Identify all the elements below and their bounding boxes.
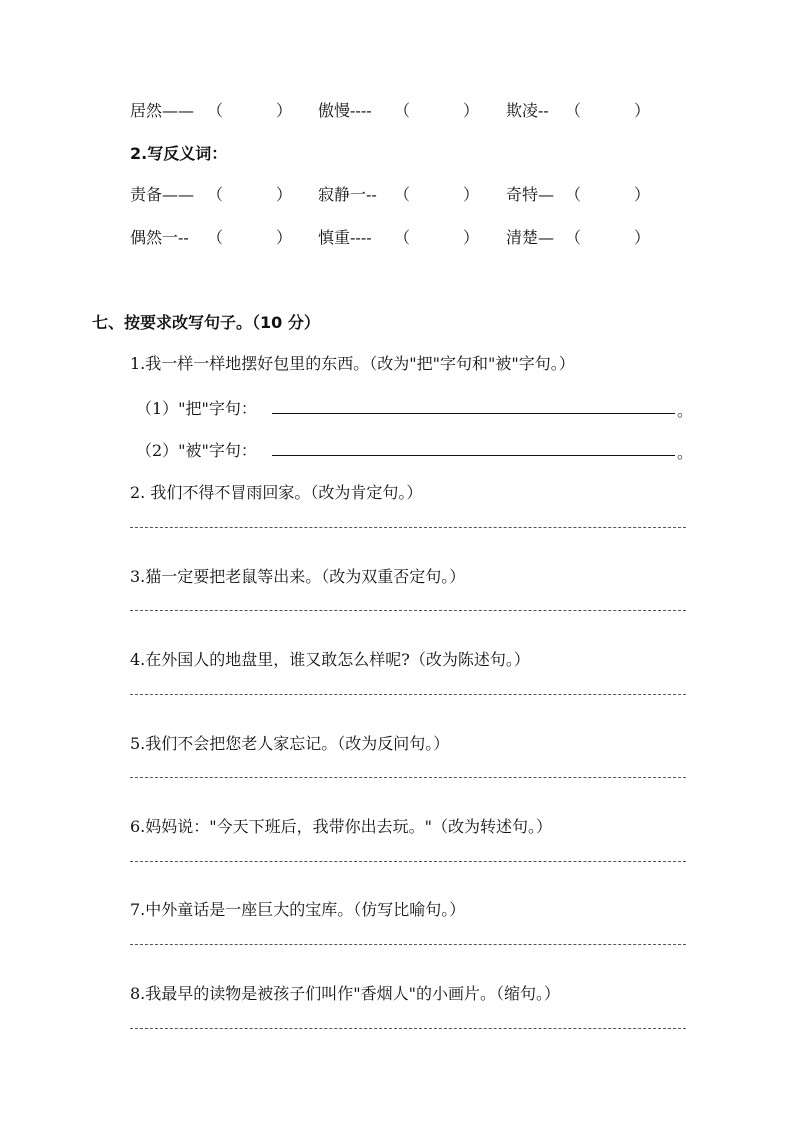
- question-2-text: 2. 我们不得不冒雨回家。（改为肯定句。）: [130, 483, 423, 502]
- word-text: 责备: [130, 185, 163, 204]
- word-item: [506, 181, 554, 209]
- word-item: [130, 224, 189, 252]
- word-text: 清楚: [506, 228, 539, 247]
- answer-dashed-line-5[interactable]: [130, 777, 686, 778]
- answer-end-mark: 。: [677, 401, 694, 420]
- answer-dashed-line-2[interactable]: [130, 527, 686, 528]
- answer-close-paren: ）: [634, 101, 651, 120]
- antonym-section-title: 2.写反义词：: [130, 144, 228, 163]
- answer-close-paren: ）: [276, 185, 293, 204]
- word-item: [318, 224, 372, 252]
- word-sep: ——: [162, 185, 195, 204]
- word-item: [130, 97, 194, 125]
- answer-close-paren: ）: [276, 101, 293, 120]
- answer-open-paren: （: [207, 228, 224, 247]
- word-item: [130, 181, 194, 209]
- word-sep: ----: [350, 228, 372, 247]
- answer-close-paren: ）: [634, 185, 651, 204]
- question-8-text: 8.我最早的读物是被孩子们叫作"香烟人"的小画片。（缩句。）: [130, 984, 560, 1003]
- answer-line-bei[interactable]: [272, 455, 675, 456]
- word-sep: --: [538, 101, 549, 120]
- question-5-text: 5.我们不会把您老人家忘记。（改为反问句。）: [130, 734, 450, 753]
- word-sep: ——: [162, 101, 195, 120]
- word-text: 偶然: [130, 228, 163, 247]
- question-1-sub1-label: （1）"把"字句：: [136, 399, 257, 418]
- answer-close-paren: ）: [634, 228, 651, 247]
- word-text: 慎重: [318, 228, 351, 247]
- answer-open-paren: （: [207, 101, 224, 120]
- word-sep: —: [538, 185, 555, 204]
- word-text: 奇特: [506, 185, 539, 204]
- answer-open-paren: （: [207, 185, 224, 204]
- answer-open-paren: （: [565, 185, 582, 204]
- answer-dashed-line-4[interactable]: [130, 694, 686, 695]
- word-item: [506, 224, 554, 252]
- question-3-text: 3.猫一定要把老鼠等出来。（改为双重否定句。）: [130, 567, 466, 586]
- answer-line-ba[interactable]: [272, 413, 675, 414]
- answer-open-paren: （: [394, 101, 411, 120]
- answer-dashed-line-8[interactable]: [130, 1028, 686, 1029]
- word-sep: —: [538, 228, 555, 247]
- question-1-text: 1.我一样一样地摆好包里的东西。（改为"把"字句和"被"字句。）: [130, 354, 575, 373]
- question-6-text: 6.妈妈说："今天下班后，我带你出去玩。"（改为转述句。）: [130, 817, 552, 836]
- question-1-sub2-label: （2）"被"字句：: [136, 441, 257, 460]
- word-item: [318, 97, 372, 125]
- answer-close-paren: ）: [463, 228, 480, 247]
- word-text: 居然: [130, 101, 163, 120]
- word-sep: 一--: [350, 185, 377, 204]
- word-text: 欺凌: [506, 101, 539, 120]
- word-text: 寂静: [318, 185, 351, 204]
- word-item: [506, 97, 549, 125]
- word-text: 傲慢: [318, 101, 351, 120]
- answer-close-paren: ）: [276, 228, 293, 247]
- answer-open-paren: （: [394, 185, 411, 204]
- answer-dashed-line-7[interactable]: [130, 944, 686, 945]
- answer-close-paren: ）: [463, 185, 480, 204]
- word-item: [318, 181, 377, 209]
- answer-open-paren: （: [565, 228, 582, 247]
- answer-dashed-line-6[interactable]: [130, 861, 686, 862]
- answer-end-mark: 。: [677, 443, 694, 462]
- word-sep: ----: [350, 101, 372, 120]
- answer-open-paren: （: [394, 228, 411, 247]
- answer-open-paren: （: [565, 101, 582, 120]
- word-sep: 一--: [162, 228, 189, 247]
- question-4-text: 4.在外国人的地盘里，谁又敢怎么样呢?（改为陈述句。）: [130, 650, 530, 669]
- question-7-text: 7.中外童话是一座巨大的宝库。（仿写比喻句。）: [130, 900, 466, 919]
- answer-close-paren: ）: [463, 101, 480, 120]
- answer-dashed-line-3[interactable]: [130, 610, 686, 611]
- section-seven-title: 七、按要求改写句子。（10 分）: [92, 313, 320, 332]
